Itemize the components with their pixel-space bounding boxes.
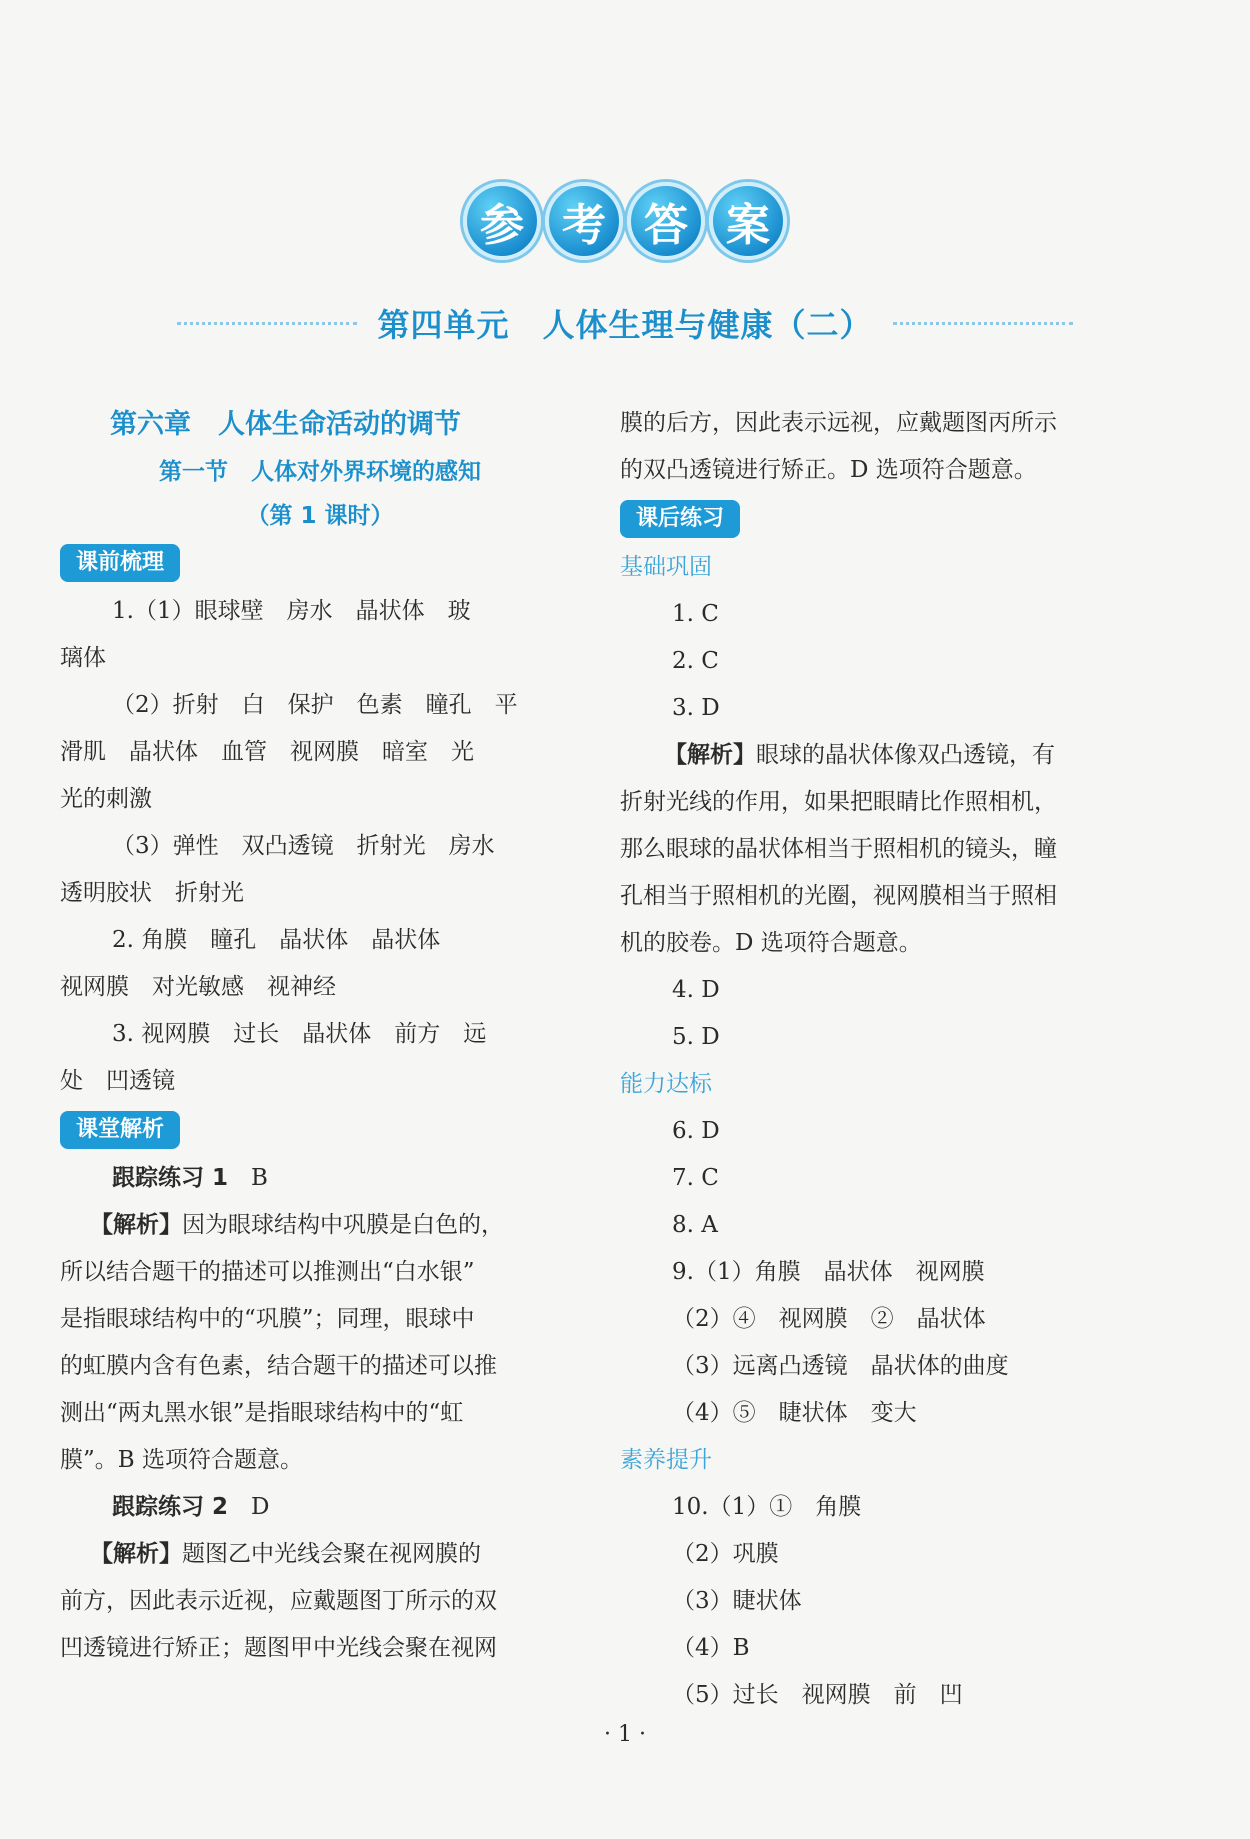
answer-line: （3）睫状体 [672, 1588, 802, 1614]
text-line [60, 1202, 580, 1249]
analysis-label: 【解析】 [90, 1541, 182, 1567]
answer-line: （4）B [672, 1635, 750, 1661]
subheading-basic: 基础巩固 [620, 554, 712, 580]
text-line: 璃体 [60, 645, 106, 671]
unit-title: 第四单元 人体生理与健康（二） [377, 306, 873, 344]
answer-line: （5）过长 视网膜 前 凹 [672, 1682, 963, 1708]
analysis-text: 题图乙中光线会聚在视网膜的 [182, 1541, 481, 1567]
text-line: 那么眼球的晶状体相当于照相机的镜头，瞳 [620, 836, 1057, 862]
text-line: 1.（1）眼球壁 房水 晶状体 玻 [112, 598, 471, 624]
answer-title [0, 182, 1250, 260]
right-column [620, 400, 1140, 1719]
unit-header [0, 300, 1250, 346]
text-line: 滑肌 晶状体 血管 视网膜 暗室 光 [60, 739, 474, 765]
track-answer: D [251, 1494, 270, 1520]
title-char: 考 [545, 182, 623, 260]
title-char: 答 [627, 182, 705, 260]
text-line: 所以结合题干的描述可以推测出“白水银” [60, 1259, 475, 1285]
answer-line: 6. D [672, 1118, 720, 1144]
answer-line: 2. C [672, 648, 719, 674]
text-line: 凹透镜进行矫正；题图甲中光线会聚在视网 [60, 1635, 497, 1661]
divider [177, 322, 357, 325]
answer-line: （2）④ 视网膜 ② 晶状体 [672, 1306, 986, 1332]
text-line: 3. 视网膜 过长 晶状体 前方 远 [112, 1021, 487, 1047]
text-line [620, 732, 1140, 779]
text-line: 孔相当于照相机的光圈，视网膜相当于照相 [620, 883, 1057, 909]
answer-line: 4. D [672, 977, 720, 1003]
answer-line: （2）巩膜 [672, 1541, 779, 1567]
answer-line: 7. C [672, 1165, 719, 1191]
section-title: 第一节 人体对外界环境的感知 [159, 459, 481, 485]
answer-line: 8. A [672, 1212, 718, 1238]
page-number: · 1 · [604, 1722, 646, 1747]
track-label: 跟踪练习 1 [112, 1165, 229, 1191]
text-line: 机的胶卷。D 选项符合题意。 [620, 930, 922, 956]
text-line: （2）折射 白 保护 色素 瞳孔 平 [112, 692, 518, 718]
title-char: 参 [463, 182, 541, 260]
analysis-text: 眼球的晶状体像双凸透镜，有 [756, 742, 1055, 768]
text-line: 视网膜 对光敏感 视神经 [60, 974, 336, 1000]
answer-line: （3）远离凸透镜 晶状体的曲度 [672, 1353, 1009, 1379]
text-line: 的虹膜内含有色素，结合题干的描述可以推 [60, 1353, 497, 1379]
answer-line: 5. D [672, 1024, 720, 1050]
tag-pre-class: 课前梳理 [60, 544, 180, 582]
subheading-literacy: 素养提升 [620, 1447, 712, 1473]
text-line: 膜”。B 选项符合题意。 [60, 1447, 303, 1473]
text-line: 2. 角膜 瞳孔 晶状体 晶状体 [112, 927, 441, 953]
text-line: （3）弹性 双凸透镜 折射光 房水 [112, 833, 495, 859]
answer-line: 3. D [672, 695, 720, 721]
answer-line: （4）⑤ 睫状体 变大 [672, 1400, 917, 1426]
text-line: 光的刺激 [60, 786, 152, 812]
text-line: 折射光线的作用，如果把眼睛比作照相机， [620, 789, 1057, 815]
analysis-label: 【解析】 [90, 1212, 182, 1238]
track-answer: B [251, 1165, 268, 1191]
answer-line: 1. C [672, 601, 719, 627]
tag-in-class: 课堂解析 [60, 1111, 180, 1149]
tag-after-class: 课后练习 [620, 500, 740, 538]
text-line: 透明胶状 折射光 [60, 880, 244, 906]
left-column [60, 400, 580, 1672]
analysis-label: 【解析】 [664, 742, 756, 768]
text-line: 测出“两丸黑水银”是指眼球结构中的“虹 [60, 1400, 464, 1426]
track-label: 跟踪练习 2 [112, 1494, 229, 1520]
title-char: 案 [709, 182, 787, 260]
text-line: 是指眼球结构中的“巩膜”；同理，眼球中 [60, 1306, 475, 1332]
chapter-title: 第六章 人体生命活动的调节 [110, 409, 461, 440]
divider [893, 322, 1073, 325]
text-line: 的双凸透镜进行矫正。D 选项符合题意。 [620, 457, 1037, 483]
text-line: 膜的后方，因此表示远视，应戴题图丙所示 [620, 410, 1057, 436]
answer-line: 10.（1）① 角膜 [672, 1494, 862, 1520]
track-exercise-1 [60, 1155, 580, 1202]
answer-line: 9.（1）角膜 晶状体 视网膜 [672, 1259, 985, 1285]
analysis-text: 因为眼球结构中巩膜是白色的， [182, 1212, 504, 1238]
text-line: 处 凹透镜 [60, 1068, 175, 1094]
track-exercise-2 [60, 1484, 580, 1531]
subheading-ability: 能力达标 [620, 1071, 712, 1097]
text-line: 前方，因此表示近视，应戴题图丁所示的双 [60, 1588, 497, 1614]
section-subtitle: （第 1 课时） [246, 503, 394, 529]
text-line [60, 1531, 580, 1578]
